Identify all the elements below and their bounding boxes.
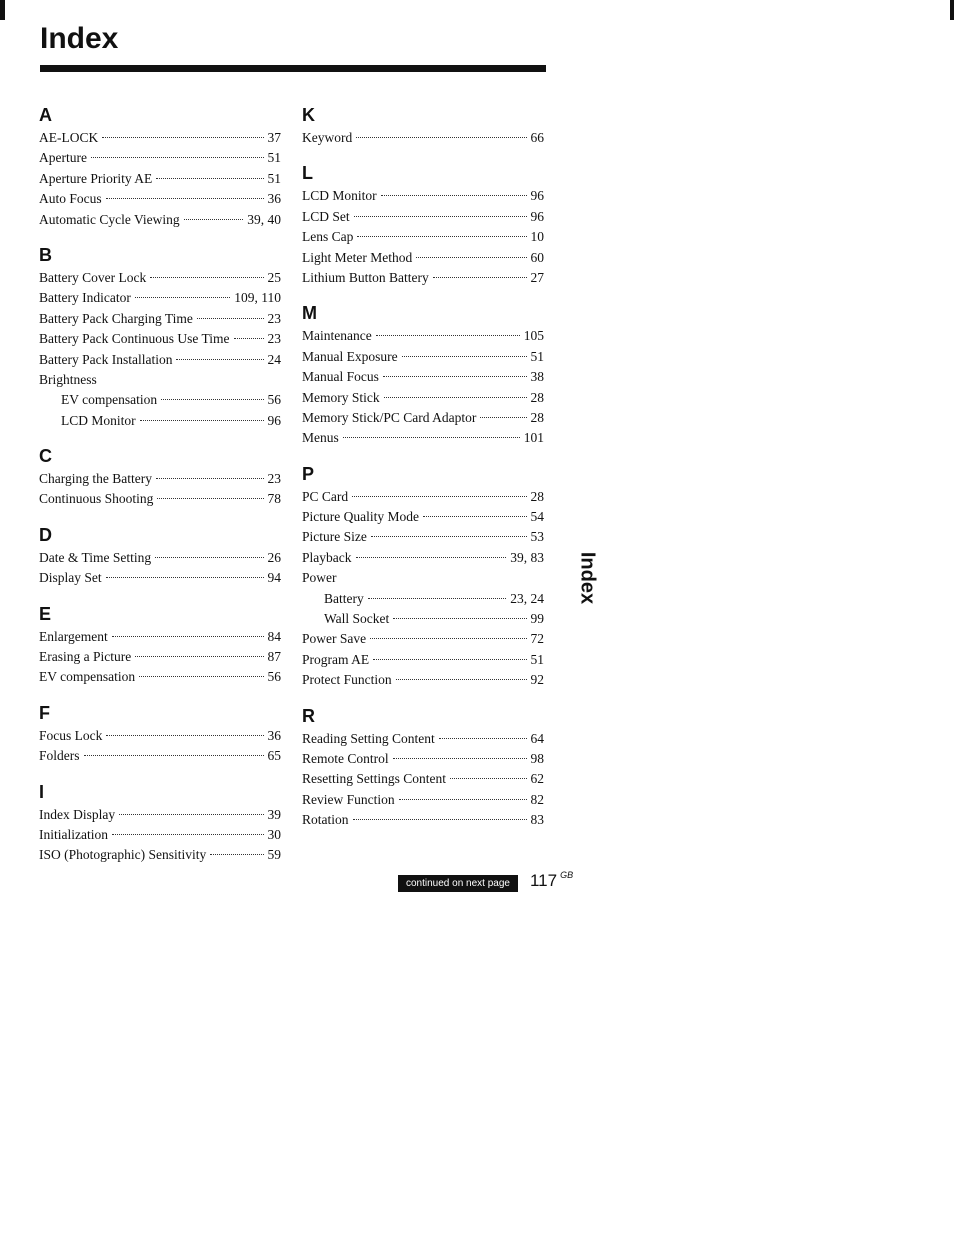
index-section-c — [39, 443, 281, 510]
entry-pages: 98 — [530, 750, 544, 766]
index-entry — [302, 749, 544, 769]
index-entry — [302, 729, 544, 749]
entry-pages: 51 — [267, 150, 281, 166]
entry-pages: 36 — [267, 191, 281, 207]
entry-term: Battery — [324, 590, 364, 606]
index-entry — [302, 227, 544, 247]
index-entry — [302, 629, 544, 649]
dot-leader — [197, 318, 264, 319]
index-entry — [302, 548, 544, 568]
dot-leader — [106, 198, 264, 199]
entry-term: Erasing a Picture — [39, 649, 132, 665]
entry-term: Focus Lock — [39, 727, 103, 743]
entry-pages: 38 — [530, 369, 544, 385]
entry-term: PC Card — [302, 488, 349, 504]
section-letter: B — [39, 244, 52, 265]
entry-term: Protect Function — [302, 672, 392, 688]
index-section-d — [39, 522, 281, 589]
dot-leader — [184, 219, 244, 220]
entry-term: Light Meter Method — [302, 249, 413, 265]
dot-leader — [210, 854, 263, 855]
entry-pages: 24 — [267, 351, 281, 367]
side-tab-label: Index — [576, 551, 599, 605]
entry-term: Date & Time Setting — [39, 549, 152, 565]
entry-term: Continuous Shooting — [39, 491, 154, 507]
dot-leader — [480, 417, 526, 418]
dot-leader — [396, 679, 527, 680]
index-entry — [39, 746, 281, 766]
index-section-m — [302, 300, 544, 448]
entry-pages: 23 — [267, 310, 281, 326]
entry-pages: 28 — [530, 389, 544, 405]
index-subentry — [39, 411, 281, 431]
dot-leader — [156, 478, 264, 479]
index-entry — [39, 288, 281, 308]
dot-leader — [234, 338, 264, 339]
entry-term: Manual Exposure — [302, 348, 398, 364]
entry-pages: 56 — [267, 669, 281, 685]
index-entry — [302, 487, 544, 507]
index-subentry — [302, 589, 544, 609]
index-entry — [302, 568, 544, 588]
dot-leader — [373, 659, 526, 660]
entry-term: Aperture Priority AE — [39, 170, 153, 186]
dot-leader — [156, 178, 263, 179]
dot-leader — [356, 137, 526, 138]
entry-term: EV compensation — [39, 669, 136, 685]
index-entry — [39, 370, 281, 390]
entry-term: Playback — [302, 549, 352, 565]
entry-pages: 56 — [267, 392, 281, 408]
index-entry — [39, 469, 281, 489]
entry-term: Charging the Battery — [39, 471, 152, 487]
entry-term: AE-LOCK — [39, 130, 99, 145]
entry-pages: 23 — [267, 471, 281, 487]
dot-leader — [135, 297, 230, 298]
index-entry — [39, 189, 281, 209]
entry-pages: 96 — [530, 188, 544, 204]
index-column-right — [302, 102, 544, 843]
entry-term: Keyword — [302, 130, 353, 145]
dot-leader — [161, 399, 263, 400]
entry-term: Remote Control — [302, 750, 389, 766]
section-letter: C — [39, 446, 52, 467]
entry-pages: 37 — [267, 130, 281, 145]
index-section-p — [302, 461, 544, 691]
entry-pages: 28 — [530, 488, 544, 504]
continued-badge: continued on next page — [398, 875, 518, 892]
index-entry — [39, 169, 281, 189]
entry-term: Memory Stick — [302, 389, 380, 405]
section-letter: F — [39, 702, 50, 723]
index-entry — [39, 667, 281, 687]
index-entry — [302, 388, 544, 408]
index-entry — [39, 726, 281, 746]
entry-pages: 30 — [267, 826, 281, 842]
index-entry — [302, 408, 544, 428]
entry-term: Resetting Settings Content — [302, 771, 446, 787]
dot-leader — [343, 437, 520, 438]
page-number — [530, 872, 573, 892]
entry-pages: 25 — [267, 269, 281, 285]
entry-term: Auto Focus — [39, 191, 102, 207]
index-section-r — [302, 703, 544, 831]
dot-leader — [368, 598, 507, 599]
dot-leader — [106, 577, 264, 578]
index-subentry — [302, 609, 544, 629]
index-entry — [302, 769, 544, 789]
entry-pages: 23 — [267, 331, 281, 347]
entry-pages: 23, 24 — [510, 590, 544, 606]
index-subentry — [39, 390, 281, 410]
index-entry — [302, 347, 544, 367]
section-letter: I — [39, 781, 45, 802]
index-entry — [39, 148, 281, 168]
index-entry — [302, 326, 544, 346]
index-entry — [302, 670, 544, 690]
entry-pages: 39, 40 — [247, 211, 281, 227]
section-letter: A — [39, 105, 52, 125]
index-entry — [302, 248, 544, 268]
index-entry — [39, 268, 281, 288]
entry-pages: 39 — [267, 806, 281, 822]
dot-leader — [135, 656, 263, 657]
entry-pages: 101 — [523, 430, 544, 446]
entry-pages: 62 — [530, 771, 544, 787]
index-entry — [39, 128, 281, 148]
index-section-b — [39, 242, 281, 431]
entry-pages: 83 — [530, 812, 544, 828]
index-entry — [39, 845, 281, 865]
index-entry — [39, 627, 281, 647]
section-letter: L — [302, 163, 313, 184]
crop-mark-left — [0, 0, 5, 20]
index-entry — [39, 647, 281, 667]
dot-leader — [139, 676, 263, 677]
dot-leader — [155, 557, 263, 558]
dot-leader — [91, 157, 264, 158]
page-title: Index — [40, 22, 119, 55]
dot-leader — [140, 420, 264, 421]
section-letter: R — [302, 705, 315, 726]
index-entry — [39, 548, 281, 568]
entry-pages: 96 — [267, 412, 281, 428]
dot-leader — [353, 819, 527, 820]
entry-term: Picture Quality Mode — [302, 509, 419, 525]
dot-leader — [102, 137, 263, 138]
entry-term: LCD Monitor — [61, 412, 136, 428]
entry-term: Brightness — [39, 371, 97, 387]
entry-pages: 51 — [530, 651, 544, 667]
index-entry — [302, 790, 544, 810]
dot-leader — [383, 376, 527, 377]
entry-pages: 72 — [530, 631, 544, 647]
index-entry — [39, 489, 281, 509]
page-number-suffix: GB — [560, 870, 574, 880]
entry-pages: 60 — [530, 249, 544, 265]
section-letter: P — [302, 463, 315, 484]
index-entry — [302, 810, 544, 830]
entry-term: Wall Socket — [324, 611, 390, 627]
entry-term: Program AE — [302, 651, 370, 667]
entry-pages: 105 — [523, 328, 544, 344]
dot-leader — [150, 277, 263, 278]
entry-term: Battery Pack Continuous Use Time — [39, 331, 230, 347]
dot-leader — [157, 498, 263, 499]
entry-pages: 99 — [530, 611, 544, 627]
index-entry — [39, 350, 281, 370]
dot-leader — [352, 496, 526, 497]
dot-leader — [439, 738, 527, 739]
entry-term: Folders — [39, 748, 80, 764]
dot-leader — [370, 638, 526, 639]
dot-leader — [357, 236, 526, 237]
entry-term: Menus — [302, 430, 339, 446]
index-entry — [39, 568, 281, 588]
dot-leader — [376, 335, 520, 336]
index-section-a — [39, 102, 281, 230]
entry-pages: 82 — [530, 791, 544, 807]
entry-pages: 94 — [267, 570, 281, 586]
index-entry — [302, 268, 544, 288]
index-entry — [302, 186, 544, 206]
entry-term: Lens Cap — [302, 229, 354, 245]
entry-term: Rotation — [302, 812, 349, 828]
dot-leader — [416, 257, 526, 258]
dot-leader — [356, 557, 507, 558]
index-entry — [302, 128, 544, 148]
entry-pages: 59 — [267, 847, 281, 863]
index-entry — [302, 207, 544, 227]
entry-pages: 36 — [267, 727, 281, 743]
section-letter: D — [39, 524, 52, 545]
entry-pages: 65 — [267, 748, 281, 764]
entry-term: Initialization — [39, 826, 108, 842]
entry-term: Battery Cover Lock — [39, 269, 147, 285]
entry-term: Memory Stick/PC Card Adaptor — [302, 409, 477, 425]
entry-pages: 28 — [530, 409, 544, 425]
index-entry — [39, 309, 281, 329]
dot-leader — [450, 778, 527, 779]
entry-term: Power Save — [302, 631, 367, 647]
entry-term: EV compensation — [61, 392, 158, 408]
section-letter: M — [302, 303, 317, 324]
entry-term: Aperture — [39, 150, 87, 166]
entry-term: Enlargement — [39, 628, 108, 644]
entry-term: LCD Set — [302, 208, 350, 224]
index-entry — [302, 428, 544, 448]
index-entry — [39, 329, 281, 349]
entry-pages: 27 — [530, 269, 544, 285]
entry-pages: 10 — [530, 229, 544, 245]
dot-leader — [393, 758, 527, 759]
entry-pages: 26 — [267, 549, 281, 565]
entry-term: LCD Monitor — [302, 188, 377, 204]
index-section-i — [39, 779, 281, 866]
index-entry — [302, 507, 544, 527]
section-letter: K — [302, 105, 315, 125]
index-entry — [39, 210, 281, 230]
entry-pages: 92 — [530, 672, 544, 688]
title-rule — [40, 65, 546, 72]
entry-term: Lithium Button Battery — [302, 269, 429, 285]
entry-term: Battery Indicator — [39, 290, 131, 306]
entry-term: Battery Pack Installation — [39, 351, 173, 367]
dot-leader — [112, 834, 264, 835]
entry-term: Maintenance — [302, 328, 372, 344]
entry-pages: 51 — [530, 348, 544, 364]
entry-pages: 64 — [530, 730, 544, 746]
side-tab-index — [572, 550, 602, 606]
entry-pages: 66 — [530, 130, 544, 145]
entry-term: Display Set — [39, 570, 102, 586]
dot-leader — [433, 277, 527, 278]
dot-leader — [423, 516, 527, 517]
dot-leader — [371, 536, 527, 537]
dot-leader — [176, 359, 263, 360]
dot-leader — [399, 799, 527, 800]
dot-leader — [84, 755, 264, 756]
dot-leader — [402, 356, 527, 357]
entry-pages: 39, 83 — [510, 549, 544, 565]
dot-leader — [106, 735, 263, 736]
index-entry — [39, 805, 281, 825]
section-letter: E — [39, 603, 52, 624]
entry-pages: 51 — [267, 170, 281, 186]
index-column-left — [39, 102, 281, 878]
index-entry — [302, 650, 544, 670]
dot-leader — [384, 397, 527, 398]
entry-term: Reading Setting Content — [302, 730, 435, 746]
dot-leader — [393, 618, 526, 619]
entry-term: Automatic Cycle Viewing — [39, 211, 180, 227]
index-entry — [302, 527, 544, 547]
entry-term: Power — [302, 570, 337, 586]
entry-pages: 87 — [267, 649, 281, 665]
entry-pages: 84 — [267, 628, 281, 644]
entry-pages: 109, 110 — [234, 290, 281, 306]
entry-term: Review Function — [302, 791, 395, 807]
entry-pages: 54 — [530, 509, 544, 525]
index-section-k — [302, 102, 544, 148]
entry-term: Manual Focus — [302, 369, 379, 385]
entry-term: ISO (Photographic) Sensitivity — [39, 847, 207, 863]
entry-term: Picture Size — [302, 529, 367, 545]
index-section-e — [39, 601, 281, 688]
entry-pages: 53 — [530, 529, 544, 545]
entry-pages: 78 — [267, 491, 281, 507]
index-entry — [39, 825, 281, 845]
dot-leader — [381, 195, 527, 196]
entry-term: Battery Pack Charging Time — [39, 310, 193, 326]
index-entry — [302, 367, 544, 387]
entry-pages: 96 — [530, 208, 544, 224]
page-footer — [398, 872, 573, 892]
crop-mark-right — [950, 0, 954, 20]
dot-leader — [354, 216, 527, 217]
index-section-f — [39, 700, 281, 767]
page-number-value: 117 — [529, 871, 558, 890]
dot-leader — [119, 814, 263, 815]
dot-leader — [112, 636, 264, 637]
entry-term: Index Display — [39, 806, 116, 822]
index-section-l — [302, 160, 544, 288]
